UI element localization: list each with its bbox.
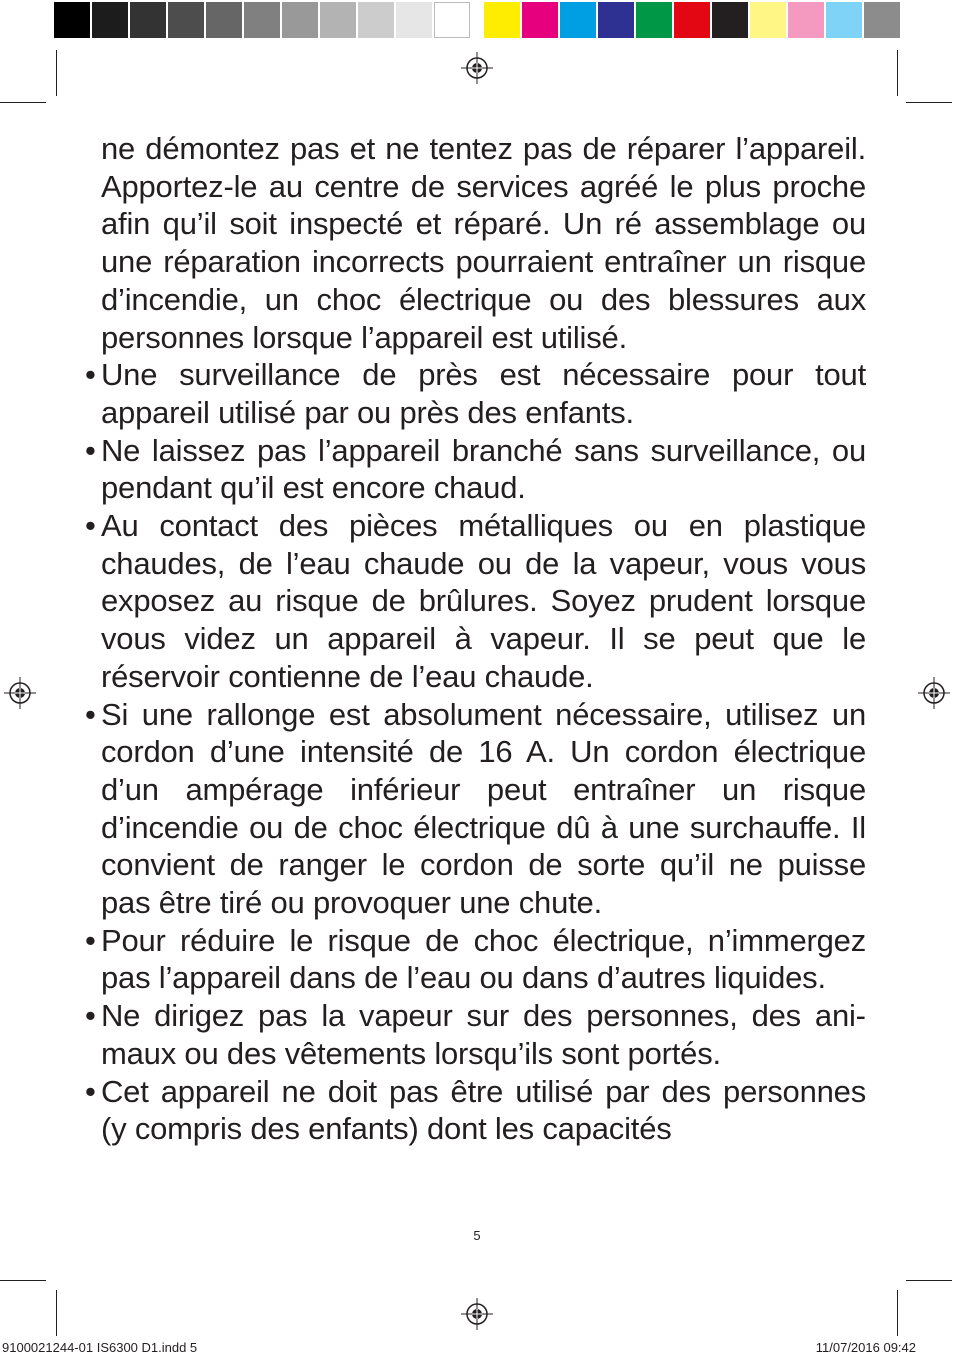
bullet-text: Si une rallonge est absolument nécessaire, utilisez un cordon d’une intensité de 16 A. Un cordon électrique d’un ampérage inférieur peut entraîner un risque d’incendie ou de choc électrique dû à une surchauffe. Il convient de ranger le cordon de sorte qu’il ne puisse pas être tiré ou provoquer une chute. xyxy=(101,696,866,921)
process-color-swatch xyxy=(712,2,748,38)
bullet-item xyxy=(85,1073,866,1148)
bullet-text: Ne laissez pas l’appareil branché sans surveillance, ou pendant qu’il est encore chaud. xyxy=(101,432,866,506)
crop-mark-top-left-horizontal xyxy=(0,102,46,103)
process-color-swatch xyxy=(826,2,862,38)
gray-swatch xyxy=(168,2,204,38)
registration-mark-icon xyxy=(461,52,493,84)
bullet-marker: • xyxy=(85,1073,96,1109)
process-color-swatch xyxy=(636,2,672,38)
process-color-swatch xyxy=(788,2,824,38)
bullet-marker: • xyxy=(85,998,96,1034)
bullet-item xyxy=(85,432,866,507)
gray-swatch xyxy=(92,2,128,38)
process-color-bar xyxy=(484,2,902,38)
process-color-swatch xyxy=(522,2,558,38)
bullet-item xyxy=(85,997,866,1072)
gray-swatch xyxy=(206,2,242,38)
crop-mark-top-left-vertical xyxy=(56,50,57,96)
process-color-swatch xyxy=(750,2,786,38)
gray-swatch xyxy=(434,2,470,38)
crop-mark-bottom-right-horizontal xyxy=(906,1280,952,1281)
print-slug-filename: 9100021244-01 IS6300 D1.indd 5 xyxy=(2,1340,198,1355)
bullet-text: Cet appareil ne doit pas être utilisé par des personnes (y compris des enfants) dont les capacités xyxy=(101,1073,866,1147)
bullet-item xyxy=(85,696,866,922)
gray-swatch xyxy=(396,2,432,38)
gray-swatch xyxy=(130,2,166,38)
process-color-swatch xyxy=(598,2,634,38)
page-number: 5 xyxy=(473,1228,481,1243)
gray-swatch xyxy=(282,2,318,38)
registration-mark-icon xyxy=(461,1298,493,1330)
bullet-text: Ne dirigez pas la vapeur sur des personnes, des animaux ou des vêtements lorsqu’ils sont portés. xyxy=(101,998,866,1071)
gray-swatch xyxy=(358,2,394,38)
registration-mark-icon xyxy=(4,677,36,709)
bullet-item xyxy=(85,922,866,997)
crop-mark-top-right-horizontal xyxy=(906,102,952,103)
print-slug-date: 11/07/2016 09:42 xyxy=(815,1340,916,1355)
bullet-item xyxy=(85,507,866,696)
bullet-marker: • xyxy=(85,432,96,468)
crop-mark-bottom-left-vertical xyxy=(56,1290,57,1336)
process-color-swatch xyxy=(674,2,710,38)
grayscale-color-bar xyxy=(54,2,472,38)
crop-mark-bottom-left-horizontal xyxy=(0,1280,46,1281)
bullet-marker: • xyxy=(85,922,96,958)
bullet-text: Pour réduire le risque de choc électrique, n’immergez pas l’appareil dans de l’eau ou dans d’autres liquides. xyxy=(101,922,866,996)
process-color-swatch xyxy=(864,2,900,38)
bullet-text: Au contact des pièces métalliques ou en plastique chaudes, de l’eau chaude ou de la vapeur, vous vous exposez au risque de brûlures. Soyez prudent lorsque vous videz un appareil à vapeur. Il se peut que le réservoir contienne de l’eau chaude. xyxy=(101,508,866,694)
registration-mark-icon xyxy=(918,677,950,709)
crop-mark-top-right-vertical xyxy=(897,50,898,96)
bullet-text: Une surveillance de près est nécessaire pour tout appareil utilisé par ou près des enfants. xyxy=(101,357,866,430)
process-color-swatch xyxy=(560,2,596,38)
gray-swatch xyxy=(320,2,356,38)
bullet-marker: • xyxy=(85,696,96,732)
gray-swatch xyxy=(54,2,90,38)
process-color-swatch xyxy=(484,2,520,38)
continuation-paragraph: ne démontez pas et ne tentez pas de réparer l’appareil. Apportez-le au centre de services agréé le plus proche afin qu’il soit inspecté et réparé. Un ré assemblage ou une réparation incorrects pourraient entraîner un risque d’incendie, un choc électrique ou des blessures aux personnes lorsque l’appareil est utilisé. xyxy=(101,131,866,355)
bullet-marker: • xyxy=(85,508,96,544)
bullet-marker: • xyxy=(85,357,96,393)
bullet-item xyxy=(85,356,866,431)
gray-swatch xyxy=(244,2,280,38)
crop-mark-bottom-right-vertical xyxy=(897,1290,898,1336)
document-body xyxy=(85,130,866,1148)
